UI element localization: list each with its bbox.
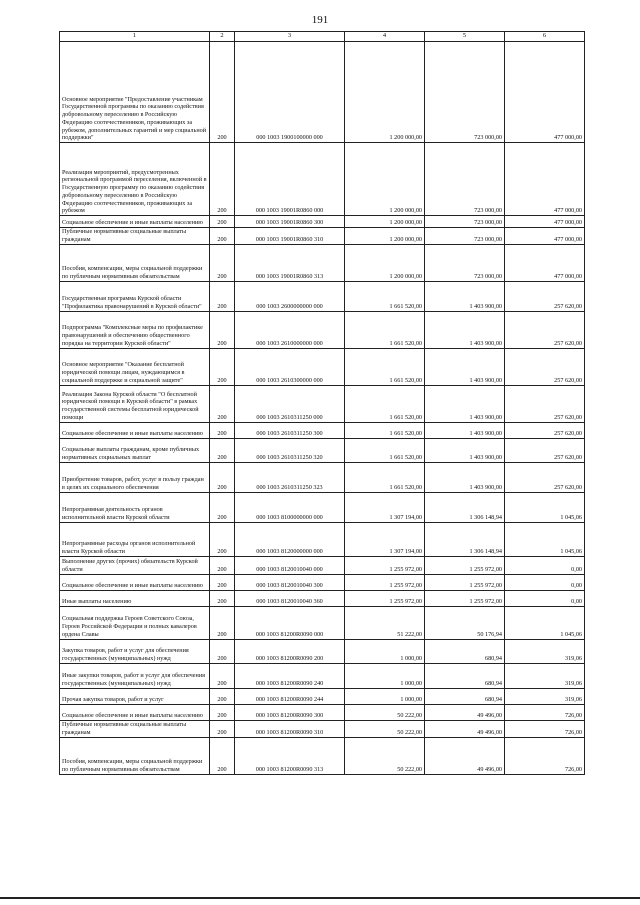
row-line-code: 200 [210, 574, 235, 590]
column-header: 1 [60, 32, 210, 42]
row-name: Выполнение других (прочих) обязательств Курской области [60, 556, 210, 574]
row-unexecuted-amount: 1 045,06 [505, 606, 585, 639]
row-unexecuted-amount: 319,06 [505, 639, 585, 663]
row-approved-amount: 1 200 000,00 [345, 216, 425, 228]
row-name: Пособия, компенсации, меры социальной поддержки по публичным нормативным обязательствам [60, 737, 210, 774]
row-line-code: 200 [210, 281, 235, 311]
table-row [60, 311, 585, 348]
row-name: Реализация Закона Курской области "О бесплатной юридической помощи в Курской области" в рамках государственной системы бесплатной юридической помощи [60, 385, 210, 422]
row-line-code: 200 [210, 462, 235, 492]
row-name: Прочая закупка товаров, работ и услуг [60, 688, 210, 704]
row-line-code: 200 [210, 438, 235, 462]
row-name: Пособия, компенсации, меры социальной поддержки по публичным нормативным обязательствам [60, 244, 210, 281]
table-row [60, 663, 585, 688]
row-executed-amount: 50 176,94 [425, 606, 505, 639]
row-executed-amount: 1 403 900,00 [425, 311, 505, 348]
table-row [60, 42, 585, 143]
row-unexecuted-amount: 257 620,00 [505, 348, 585, 385]
column-header: 5 [425, 32, 505, 42]
row-name: Социальное обеспечение и иные выплаты населению [60, 704, 210, 720]
row-budget-code: 000 1003 8100000000 000 [235, 492, 345, 522]
row-unexecuted-amount: 477 000,00 [505, 143, 585, 216]
row-executed-amount: 723 000,00 [425, 143, 505, 216]
row-budget-code: 000 1003 2610300000 000 [235, 348, 345, 385]
budget-execution-table [59, 31, 585, 775]
row-approved-amount: 1 661 520,00 [345, 348, 425, 385]
row-approved-amount: 1 661 520,00 [345, 438, 425, 462]
row-line-code: 200 [210, 42, 235, 143]
table-row [60, 639, 585, 663]
table-row [60, 688, 585, 704]
row-line-code: 200 [210, 244, 235, 281]
row-approved-amount: 1 255 972,00 [345, 590, 425, 606]
row-approved-amount: 50 222,00 [345, 737, 425, 774]
row-approved-amount: 50 222,00 [345, 720, 425, 737]
row-budget-code: 000 1003 19001R0860 000 [235, 143, 345, 216]
table-header-row [60, 32, 585, 42]
row-approved-amount: 1 000,00 [345, 663, 425, 688]
row-unexecuted-amount: 319,06 [505, 688, 585, 704]
row-approved-amount: 1 000,00 [345, 639, 425, 663]
row-unexecuted-amount: 477 000,00 [505, 244, 585, 281]
row-budget-code: 000 1003 2610311250 323 [235, 462, 345, 492]
row-executed-amount: 723 000,00 [425, 216, 505, 228]
row-name: Основное мероприятие "Оказание бесплатной юридической помощи лицам, нуждающимся в социальной поддержке и социальной защите" [60, 348, 210, 385]
row-budget-code: 000 1003 19001R0860 310 [235, 228, 345, 245]
row-line-code: 200 [210, 688, 235, 704]
row-budget-code: 000 1003 2600000000 000 [235, 281, 345, 311]
row-approved-amount: 1 200 000,00 [345, 228, 425, 245]
row-approved-amount: 1 255 972,00 [345, 556, 425, 574]
row-approved-amount: 1 661 520,00 [345, 422, 425, 438]
row-executed-amount: 1 403 900,00 [425, 422, 505, 438]
row-name: Приобретение товаров, работ, услуг в пользу граждан в целях их социального обеспечения [60, 462, 210, 492]
row-unexecuted-amount: 477 000,00 [505, 42, 585, 143]
row-name: Публичные нормативные социальные выплаты гражданам [60, 720, 210, 737]
row-unexecuted-amount: 257 620,00 [505, 281, 585, 311]
row-budget-code: 000 1003 81200R0090 200 [235, 639, 345, 663]
table-row [60, 348, 585, 385]
row-unexecuted-amount: 477 000,00 [505, 216, 585, 228]
row-approved-amount: 1 255 972,00 [345, 574, 425, 590]
row-approved-amount: 1 661 520,00 [345, 311, 425, 348]
row-budget-code: 000 1003 19001R0860 313 [235, 244, 345, 281]
row-executed-amount: 1 403 900,00 [425, 348, 505, 385]
row-name: Государственная программа Курской области "Профилактика правонарушений в Курской области" [60, 281, 210, 311]
row-approved-amount: 1 661 520,00 [345, 385, 425, 422]
row-executed-amount: 680,94 [425, 688, 505, 704]
row-name: Социальное обеспечение и иные выплаты населению [60, 574, 210, 590]
row-name: Иные закупки товаров, работ и услуг для обеспечения государственных (муниципальных) нужд [60, 663, 210, 688]
row-unexecuted-amount: 257 620,00 [505, 438, 585, 462]
row-executed-amount: 1 255 972,00 [425, 556, 505, 574]
row-executed-amount: 723 000,00 [425, 42, 505, 143]
table-row [60, 704, 585, 720]
table-row [60, 720, 585, 737]
row-budget-code: 000 1003 81200R0090 313 [235, 737, 345, 774]
row-line-code: 200 [210, 663, 235, 688]
table-row [60, 522, 585, 556]
row-unexecuted-amount: 726,00 [505, 737, 585, 774]
row-name: Закупка товаров, работ и услуг для обеспечения государственных (муниципальных) нужд [60, 639, 210, 663]
table-row [60, 228, 585, 245]
row-executed-amount: 49 496,00 [425, 737, 505, 774]
row-unexecuted-amount: 726,00 [505, 720, 585, 737]
table-row [60, 462, 585, 492]
table-row [60, 143, 585, 216]
row-executed-amount: 680,94 [425, 639, 505, 663]
row-budget-code: 000 1003 81200R0090 310 [235, 720, 345, 737]
column-header: 2 [210, 32, 235, 42]
table-row [60, 492, 585, 522]
table-row [60, 556, 585, 574]
table-row [60, 281, 585, 311]
row-unexecuted-amount: 0,00 [505, 590, 585, 606]
row-name: Основное мероприятие "Предоставление участникам Государственной программы по оказанию содействия добровольному переселению в Российскую Федерацию соотечественников, проживающих за рубежом, дополнительных гарантий и мер социальной поддержки" [60, 42, 210, 143]
row-budget-code: 000 1003 81200R0090 000 [235, 606, 345, 639]
row-name: Непрограммная деятельность органов исполнительной власти Курской области [60, 492, 210, 522]
column-header: 6 [505, 32, 585, 42]
row-approved-amount: 1 661 520,00 [345, 462, 425, 492]
row-line-code: 200 [210, 522, 235, 556]
row-budget-code: 000 1003 8120010040 000 [235, 556, 345, 574]
row-unexecuted-amount: 726,00 [505, 704, 585, 720]
row-line-code: 200 [210, 492, 235, 522]
row-unexecuted-amount: 319,06 [505, 663, 585, 688]
row-line-code: 200 [210, 737, 235, 774]
row-approved-amount: 50 222,00 [345, 704, 425, 720]
row-budget-code: 000 1003 81200R0090 240 [235, 663, 345, 688]
row-unexecuted-amount: 257 620,00 [505, 385, 585, 422]
row-unexecuted-amount: 0,00 [505, 574, 585, 590]
row-budget-code: 000 1003 19001R0860 300 [235, 216, 345, 228]
row-unexecuted-amount: 257 620,00 [505, 422, 585, 438]
row-unexecuted-amount: 1 045,06 [505, 492, 585, 522]
bottom-rule [0, 897, 640, 899]
row-unexecuted-amount: 1 045,06 [505, 522, 585, 556]
row-approved-amount: 1 200 000,00 [345, 143, 425, 216]
row-name: Социальная поддержка Героев Советского Союза, Героев Российской Федерации и полных кавалеров ордена Славы [60, 606, 210, 639]
row-approved-amount: 1 200 000,00 [345, 42, 425, 143]
row-unexecuted-amount: 477 000,00 [505, 228, 585, 245]
row-line-code: 200 [210, 385, 235, 422]
row-approved-amount: 1 307 194,00 [345, 522, 425, 556]
row-budget-code: 000 1003 8120010040 360 [235, 590, 345, 606]
row-name: Реализация мероприятий, предусмотренных региональной программой переселения, включенной в Государственную программу по оказанию содействия добровольному переселению в Российскую Федерацию соотечественников, проживающих за рубежом [60, 143, 210, 216]
row-budget-code: 000 1003 1900100000 000 [235, 42, 345, 143]
row-approved-amount: 1 661 520,00 [345, 281, 425, 311]
row-line-code: 200 [210, 590, 235, 606]
page-number: 191 [311, 14, 329, 26]
row-line-code: 200 [210, 556, 235, 574]
row-executed-amount: 1 306 148,94 [425, 492, 505, 522]
row-name: Публичные нормативные социальные выплаты гражданам [60, 228, 210, 245]
row-budget-code: 000 1003 81200R0090 300 [235, 704, 345, 720]
table-row [60, 216, 585, 228]
row-executed-amount: 49 496,00 [425, 720, 505, 737]
table-row [60, 737, 585, 774]
row-unexecuted-amount: 0,00 [505, 556, 585, 574]
row-line-code: 200 [210, 639, 235, 663]
row-approved-amount: 1 307 194,00 [345, 492, 425, 522]
row-name: Социальные выплаты гражданам, кроме публичных нормативных социальных выплат [60, 438, 210, 462]
row-executed-amount: 1 403 900,00 [425, 281, 505, 311]
row-executed-amount: 1 403 900,00 [425, 462, 505, 492]
row-approved-amount: 51 222,00 [345, 606, 425, 639]
row-budget-code: 000 1003 8120010040 300 [235, 574, 345, 590]
row-budget-code: 000 1003 2610311250 000 [235, 385, 345, 422]
row-line-code: 200 [210, 704, 235, 720]
table-row [60, 574, 585, 590]
row-approved-amount: 1 000,00 [345, 688, 425, 704]
row-budget-code: 000 1003 8120000000 000 [235, 522, 345, 556]
table-row [60, 438, 585, 462]
row-approved-amount: 1 200 000,00 [345, 244, 425, 281]
row-budget-code: 000 1003 2610311250 320 [235, 438, 345, 462]
table-row [60, 244, 585, 281]
column-header: 3 [235, 32, 345, 42]
row-name: Подпрограмма "Комплексные меры по профилактике правонарушений и обеспечению общественного порядка на территории Курской области" [60, 311, 210, 348]
row-unexecuted-amount: 257 620,00 [505, 311, 585, 348]
row-line-code: 200 [210, 720, 235, 737]
row-line-code: 200 [210, 228, 235, 245]
row-line-code: 200 [210, 311, 235, 348]
row-executed-amount: 723 000,00 [425, 244, 505, 281]
table-row [60, 385, 585, 422]
row-executed-amount: 1 306 148,94 [425, 522, 505, 556]
row-name: Иные выплаты населению [60, 590, 210, 606]
row-executed-amount: 1 255 972,00 [425, 574, 505, 590]
row-name: Социальное обеспечение и иные выплаты населению [60, 422, 210, 438]
row-executed-amount: 1 403 900,00 [425, 385, 505, 422]
row-executed-amount: 1 255 972,00 [425, 590, 505, 606]
row-line-code: 200 [210, 422, 235, 438]
row-executed-amount: 49 496,00 [425, 704, 505, 720]
row-unexecuted-amount: 257 620,00 [505, 462, 585, 492]
table-row [60, 606, 585, 639]
row-executed-amount: 680,94 [425, 663, 505, 688]
row-line-code: 200 [210, 348, 235, 385]
row-line-code: 200 [210, 143, 235, 216]
row-name: Непрограммные расходы органов исполнительной власти Курской области [60, 522, 210, 556]
column-header: 4 [345, 32, 425, 42]
row-budget-code: 000 1003 2610000000 000 [235, 311, 345, 348]
table-row [60, 422, 585, 438]
row-executed-amount: 1 403 900,00 [425, 438, 505, 462]
row-executed-amount: 723 000,00 [425, 228, 505, 245]
row-budget-code: 000 1003 81200R0090 244 [235, 688, 345, 704]
row-line-code: 200 [210, 606, 235, 639]
row-name: Социальное обеспечение и иные выплаты населению [60, 216, 210, 228]
table-row [60, 590, 585, 606]
row-line-code: 200 [210, 216, 235, 228]
row-budget-code: 000 1003 2610311250 300 [235, 422, 345, 438]
